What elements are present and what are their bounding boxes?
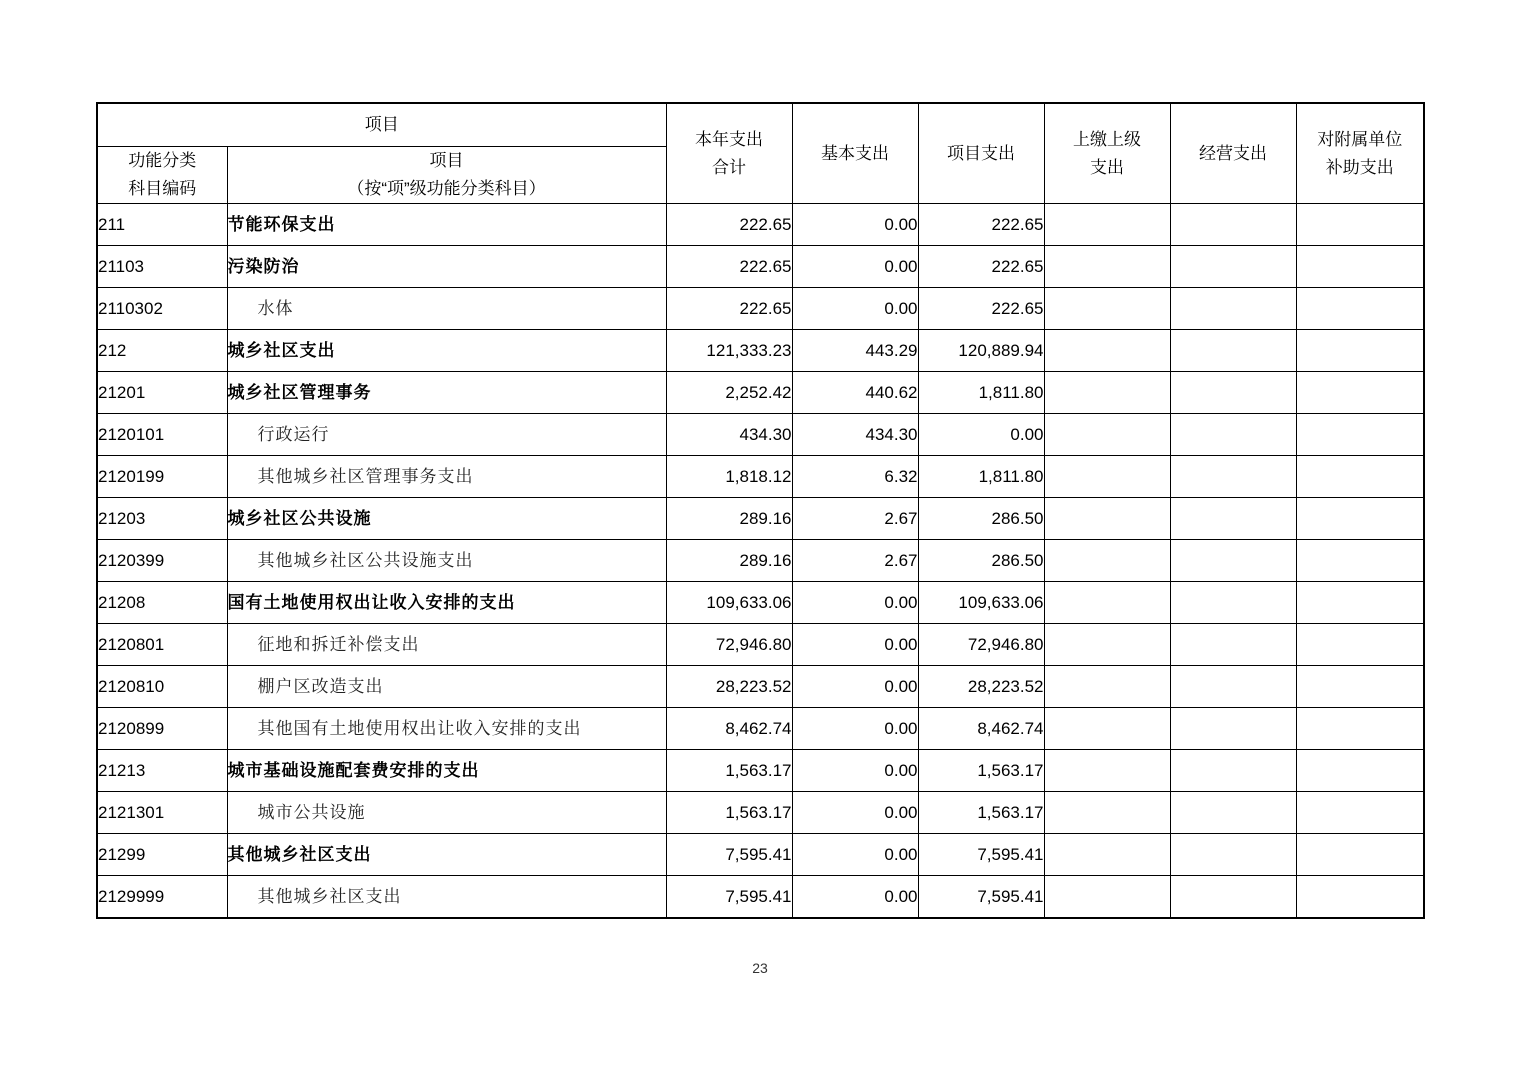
cell-subsidy bbox=[1296, 708, 1424, 750]
cell-subsidy bbox=[1296, 876, 1424, 919]
cell-subsidy bbox=[1296, 792, 1424, 834]
table-row bbox=[97, 876, 1424, 919]
cell-operating bbox=[1170, 582, 1296, 624]
cell-item: 7,595.41 bbox=[918, 834, 1044, 876]
cell-item: 1,563.17 bbox=[918, 792, 1044, 834]
cell-subsidy bbox=[1296, 456, 1424, 498]
cell-operating bbox=[1170, 750, 1296, 792]
cell-operating bbox=[1170, 666, 1296, 708]
cell-basic: 440.62 bbox=[792, 372, 918, 414]
cell-basic: 434.30 bbox=[792, 414, 918, 456]
table-row bbox=[97, 750, 1424, 792]
cell-name: 城乡社区公共设施 bbox=[227, 498, 666, 540]
cell-operating bbox=[1170, 498, 1296, 540]
cell-code: 2120801 bbox=[97, 624, 227, 666]
cell-item: 222.65 bbox=[918, 246, 1044, 288]
cell-upper bbox=[1044, 666, 1170, 708]
cell-operating bbox=[1170, 456, 1296, 498]
cell-subsidy bbox=[1296, 666, 1424, 708]
header-project: 项目 bbox=[97, 103, 666, 147]
cell-subsidy bbox=[1296, 834, 1424, 876]
cell-code: 212 bbox=[97, 330, 227, 372]
cell-upper bbox=[1044, 288, 1170, 330]
cell-name: 城乡社区管理事务 bbox=[227, 372, 666, 414]
cell-code: 2120810 bbox=[97, 666, 227, 708]
cell-total: 109,633.06 bbox=[666, 582, 792, 624]
cell-code: 2129999 bbox=[97, 876, 227, 919]
cell-name: 城市公共设施 bbox=[227, 792, 666, 834]
header-upper-line1: 上缴上级 bbox=[1073, 129, 1141, 149]
cell-upper bbox=[1044, 792, 1170, 834]
cell-basic: 2.67 bbox=[792, 540, 918, 582]
cell-total: 2,252.42 bbox=[666, 372, 792, 414]
header-code bbox=[97, 147, 227, 204]
cell-upper bbox=[1044, 246, 1170, 288]
cell-basic: 0.00 bbox=[792, 876, 918, 919]
cell-total: 72,946.80 bbox=[666, 624, 792, 666]
header-total-line2: 合计 bbox=[712, 157, 746, 177]
cell-name: 其他国有土地使用权出让收入安排的支出 bbox=[227, 708, 666, 750]
cell-name: 其他城乡社区管理事务支出 bbox=[227, 456, 666, 498]
cell-name: 其他城乡社区支出 bbox=[227, 876, 666, 919]
cell-basic: 0.00 bbox=[792, 624, 918, 666]
table-row bbox=[97, 540, 1424, 582]
cell-item: 222.65 bbox=[918, 204, 1044, 246]
table-row bbox=[97, 456, 1424, 498]
header-name-line2: （按“项”级功能分类科目） bbox=[347, 179, 546, 198]
header-subsidy-line2: 补助支出 bbox=[1325, 157, 1394, 177]
cell-item: 286.50 bbox=[918, 540, 1044, 582]
header-total bbox=[666, 103, 792, 204]
cell-subsidy bbox=[1296, 414, 1424, 456]
table-row bbox=[97, 372, 1424, 414]
cell-operating bbox=[1170, 792, 1296, 834]
cell-name: 城乡社区支出 bbox=[227, 330, 666, 372]
cell-item: 222.65 bbox=[918, 288, 1044, 330]
cell-operating bbox=[1170, 204, 1296, 246]
cell-name: 节能环保支出 bbox=[227, 204, 666, 246]
cell-name: 其他城乡社区支出 bbox=[227, 834, 666, 876]
cell-code: 2121301 bbox=[97, 792, 227, 834]
cell-total: 434.30 bbox=[666, 414, 792, 456]
cell-item: 109,633.06 bbox=[918, 582, 1044, 624]
table-row bbox=[97, 666, 1424, 708]
cell-item: 0.00 bbox=[918, 414, 1044, 456]
cell-upper bbox=[1044, 624, 1170, 666]
cell-code: 21208 bbox=[97, 582, 227, 624]
cell-operating bbox=[1170, 624, 1296, 666]
table-row bbox=[97, 792, 1424, 834]
cell-operating bbox=[1170, 414, 1296, 456]
header-name bbox=[227, 147, 666, 204]
cell-upper bbox=[1044, 582, 1170, 624]
table-row bbox=[97, 834, 1424, 876]
cell-code: 2120199 bbox=[97, 456, 227, 498]
cell-upper bbox=[1044, 498, 1170, 540]
cell-subsidy bbox=[1296, 750, 1424, 792]
cell-code: 21299 bbox=[97, 834, 227, 876]
cell-code: 2110302 bbox=[97, 288, 227, 330]
table-row bbox=[97, 498, 1424, 540]
cell-total: 1,563.17 bbox=[666, 750, 792, 792]
cell-code: 211 bbox=[97, 204, 227, 246]
table-row bbox=[97, 414, 1424, 456]
cell-name: 城市基础设施配套费安排的支出 bbox=[227, 750, 666, 792]
table-row bbox=[97, 582, 1424, 624]
cell-operating bbox=[1170, 834, 1296, 876]
cell-basic: 0.00 bbox=[792, 288, 918, 330]
header-operating: 经营支出 bbox=[1170, 103, 1296, 204]
header-name-line1: 项目 bbox=[429, 151, 464, 170]
cell-operating bbox=[1170, 246, 1296, 288]
cell-upper bbox=[1044, 330, 1170, 372]
cell-subsidy bbox=[1296, 204, 1424, 246]
header-code-line2: 科目编码 bbox=[128, 179, 197, 198]
header-code-line1: 功能分类 bbox=[128, 151, 197, 170]
cell-basic: 0.00 bbox=[792, 792, 918, 834]
cell-code: 21103 bbox=[97, 246, 227, 288]
cell-item: 7,595.41 bbox=[918, 876, 1044, 919]
cell-item: 72,946.80 bbox=[918, 624, 1044, 666]
cell-basic: 0.00 bbox=[792, 582, 918, 624]
cell-operating bbox=[1170, 540, 1296, 582]
cell-basic: 0.00 bbox=[792, 204, 918, 246]
cell-subsidy bbox=[1296, 288, 1424, 330]
cell-name: 水体 bbox=[227, 288, 666, 330]
header-upper bbox=[1044, 103, 1170, 204]
cell-basic: 0.00 bbox=[792, 666, 918, 708]
cell-total: 222.65 bbox=[666, 204, 792, 246]
table-row bbox=[97, 330, 1424, 372]
cell-operating bbox=[1170, 330, 1296, 372]
cell-operating bbox=[1170, 876, 1296, 919]
cell-operating bbox=[1170, 708, 1296, 750]
cell-item: 8,462.74 bbox=[918, 708, 1044, 750]
cell-item: 1,811.80 bbox=[918, 456, 1044, 498]
cell-upper bbox=[1044, 876, 1170, 919]
cell-total: 222.65 bbox=[666, 288, 792, 330]
table-row bbox=[97, 624, 1424, 666]
header-basic: 基本支出 bbox=[792, 103, 918, 204]
cell-total: 7,595.41 bbox=[666, 834, 792, 876]
cell-subsidy bbox=[1296, 540, 1424, 582]
cell-name: 征地和拆迁补偿支出 bbox=[227, 624, 666, 666]
cell-name: 污染防治 bbox=[227, 246, 666, 288]
cell-item: 286.50 bbox=[918, 498, 1044, 540]
table-row bbox=[97, 204, 1424, 246]
cell-name: 国有土地使用权出让收入安排的支出 bbox=[227, 582, 666, 624]
cell-basic: 0.00 bbox=[792, 246, 918, 288]
header-subsidy bbox=[1296, 103, 1424, 204]
cell-code: 21213 bbox=[97, 750, 227, 792]
cell-basic: 6.32 bbox=[792, 456, 918, 498]
expenditure-table bbox=[96, 102, 1425, 919]
cell-basic: 2.67 bbox=[792, 498, 918, 540]
header-item: 项目支出 bbox=[918, 103, 1044, 204]
table-row bbox=[97, 288, 1424, 330]
cell-name: 棚户区改造支出 bbox=[227, 666, 666, 708]
cell-total: 28,223.52 bbox=[666, 666, 792, 708]
cell-subsidy bbox=[1296, 330, 1424, 372]
cell-total: 7,595.41 bbox=[666, 876, 792, 919]
cell-upper bbox=[1044, 204, 1170, 246]
cell-basic: 443.29 bbox=[792, 330, 918, 372]
cell-item: 1,563.17 bbox=[918, 750, 1044, 792]
cell-upper bbox=[1044, 708, 1170, 750]
cell-code: 21201 bbox=[97, 372, 227, 414]
cell-subsidy bbox=[1296, 246, 1424, 288]
cell-code: 2120399 bbox=[97, 540, 227, 582]
cell-basic: 0.00 bbox=[792, 834, 918, 876]
page-number: 23 bbox=[752, 960, 768, 976]
cell-total: 1,818.12 bbox=[666, 456, 792, 498]
cell-upper bbox=[1044, 540, 1170, 582]
cell-operating bbox=[1170, 372, 1296, 414]
cell-code: 2120101 bbox=[97, 414, 227, 456]
table-row bbox=[97, 246, 1424, 288]
cell-upper bbox=[1044, 372, 1170, 414]
table-header bbox=[97, 103, 1424, 204]
table-row bbox=[97, 708, 1424, 750]
cell-subsidy bbox=[1296, 582, 1424, 624]
cell-total: 121,333.23 bbox=[666, 330, 792, 372]
cell-total: 1,563.17 bbox=[666, 792, 792, 834]
cell-subsidy bbox=[1296, 498, 1424, 540]
cell-total: 222.65 bbox=[666, 246, 792, 288]
cell-subsidy bbox=[1296, 372, 1424, 414]
cell-operating bbox=[1170, 288, 1296, 330]
cell-name: 其他城乡社区公共设施支出 bbox=[227, 540, 666, 582]
cell-subsidy bbox=[1296, 624, 1424, 666]
cell-code: 2120899 bbox=[97, 708, 227, 750]
cell-item: 28,223.52 bbox=[918, 666, 1044, 708]
table-body bbox=[97, 204, 1424, 919]
cell-code: 21203 bbox=[97, 498, 227, 540]
header-upper-line2: 支出 bbox=[1090, 157, 1124, 177]
cell-upper bbox=[1044, 414, 1170, 456]
cell-name: 行政运行 bbox=[227, 414, 666, 456]
cell-upper bbox=[1044, 456, 1170, 498]
cell-total: 289.16 bbox=[666, 498, 792, 540]
cell-item: 1,811.80 bbox=[918, 372, 1044, 414]
cell-basic: 0.00 bbox=[792, 708, 918, 750]
cell-item: 120,889.94 bbox=[918, 330, 1044, 372]
cell-upper bbox=[1044, 834, 1170, 876]
cell-upper bbox=[1044, 750, 1170, 792]
header-subsidy-line1: 对附属单位 bbox=[1317, 129, 1403, 149]
cell-basic: 0.00 bbox=[792, 750, 918, 792]
header-total-line1: 本年支出 bbox=[695, 129, 763, 149]
cell-total: 289.16 bbox=[666, 540, 792, 582]
cell-total: 8,462.74 bbox=[666, 708, 792, 750]
